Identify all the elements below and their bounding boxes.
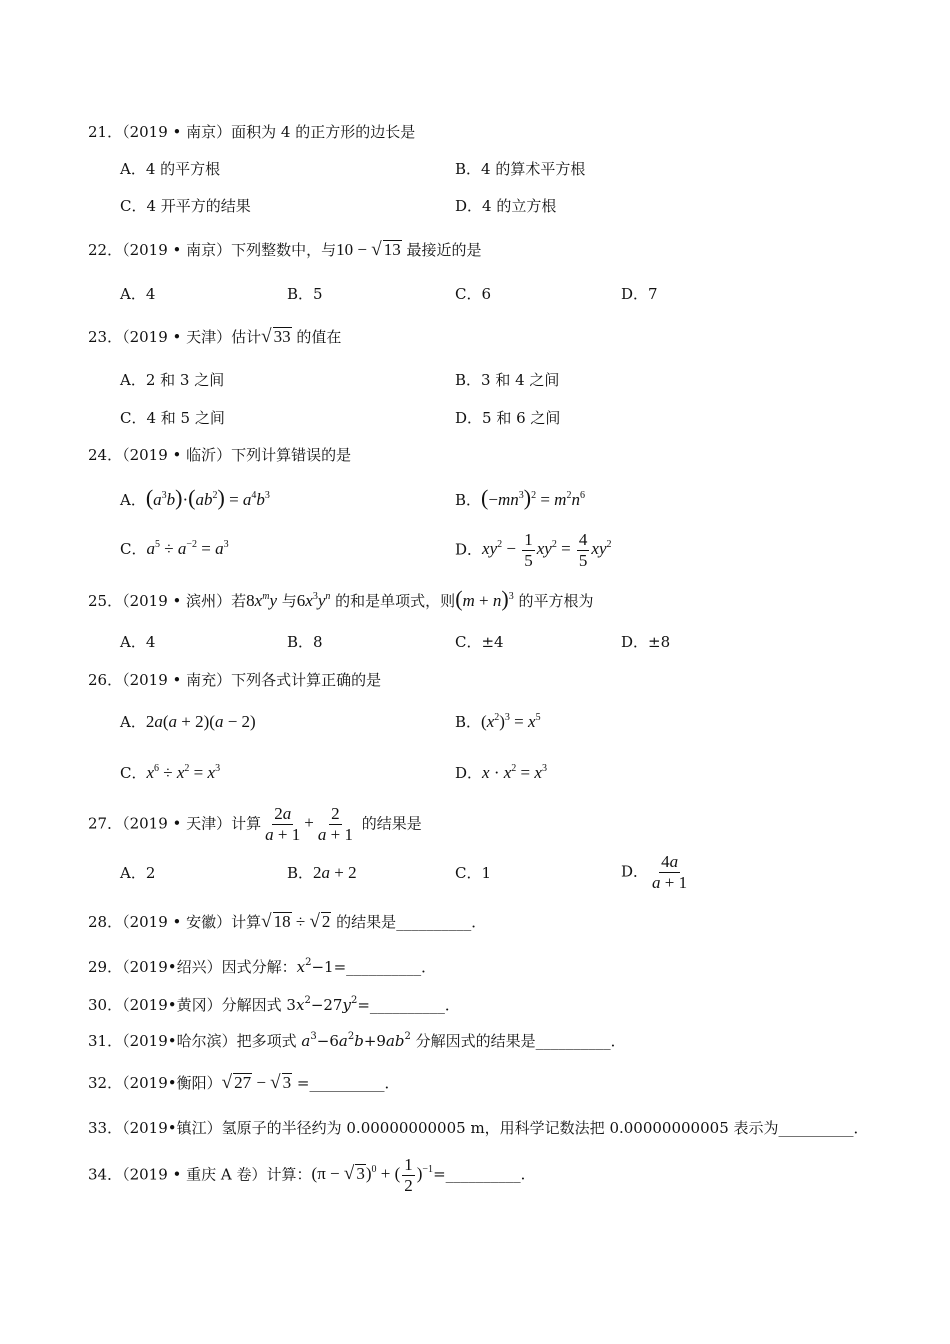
question-30 — [88, 995, 460, 1015]
question-text: 下列计算错误的是 — [231, 446, 352, 464]
option-c[interactable]: C．4 和 5 之间 — [120, 409, 225, 427]
formula-pi-minus-root3-plus-half-inverse: (π − √ 3)$^0$ + ( $\frac{1}{2}$ )$^{-1}$ — [311, 1155, 434, 1195]
formula-a3b-ab2: $(a^3b)\cdot(ab^2) = a^4b^3$ — [145, 485, 270, 510]
option-d[interactable] — [455, 763, 547, 783]
question-number: 23． — [88, 328, 123, 346]
formula-10-minus-root13: 10 − √ 13 — [336, 239, 401, 260]
question-31 — [88, 1031, 626, 1051]
question-text: 的值在 — [296, 328, 342, 346]
question-source: （2019 • 南京） — [122, 123, 232, 141]
question-text: 计算 — [231, 913, 262, 931]
question-text: 若 — [231, 592, 247, 610]
option-a[interactable]: A．2 和 3 之间 — [120, 371, 225, 389]
formula-x2-cubed: $(x^2)^3 = x^5$ — [481, 712, 541, 731]
option-label: D． — [455, 764, 483, 782]
question-text: 与 — [281, 592, 297, 610]
question-21 — [88, 122, 415, 142]
option-c[interactable]: C．6 — [455, 285, 492, 303]
option-label: B． — [455, 713, 482, 731]
formula-3x2-minus-27y2: $3x^2-27y^2$ — [286, 995, 358, 1014]
question-26 — [88, 670, 381, 690]
option-a[interactable] — [120, 485, 270, 510]
option-d[interactable]: D．4 的立方根 — [455, 197, 557, 215]
option-b[interactable]: B．5 — [287, 285, 323, 303]
question-source: （2019•黄冈） — [122, 996, 222, 1014]
option-label: A． — [120, 491, 146, 509]
question-text: 计算： — [266, 1165, 312, 1184]
question-source: （2019 • 南充） — [122, 671, 232, 689]
option-c[interactable] — [120, 539, 229, 559]
question-29 — [88, 957, 436, 977]
answer-blank[interactable]: =__________． — [333, 958, 437, 976]
answer-blank[interactable]: =__________． — [357, 996, 460, 1014]
option-label: D． — [455, 540, 483, 559]
question-number: 26． — [88, 671, 123, 689]
option-a[interactable]: A．4 — [120, 285, 156, 303]
question-number: 27． — [88, 814, 123, 833]
question-source: （2019 • 临沂） — [122, 446, 232, 464]
question-34 — [88, 1155, 536, 1196]
formula-a5-div-a-2: $a^5 \div a^{-2} = a^3$ — [146, 539, 229, 558]
question-number: 28． — [88, 913, 123, 931]
option-c[interactable]: C．1 — [455, 864, 492, 882]
question-22 — [88, 240, 482, 260]
question-source: （2019 • 重庆 A 卷） — [122, 1165, 267, 1184]
answer-blank[interactable]: __________． — [778, 1119, 869, 1137]
question-text: 的结果是 — [336, 913, 397, 931]
question-text: 氢原子的半径约为 0.00000000005 m，用科学记数法把 0.00000000005 表示为 — [221, 1119, 779, 1137]
question-number: 32． — [88, 1074, 123, 1092]
question-33 — [88, 1118, 869, 1138]
option-d[interactable]: D．7 — [621, 285, 658, 303]
question-28 — [88, 912, 486, 932]
question-27 — [88, 804, 422, 845]
question-text: 的和是单项式，则 — [335, 592, 456, 610]
question-source: （2019 • 安徽） — [122, 913, 232, 931]
question-24 — [88, 445, 351, 465]
question-source: （2019 • 天津） — [122, 328, 232, 346]
question-source: （2019•绍兴） — [122, 958, 222, 976]
question-number: 25． — [88, 592, 123, 610]
option-a[interactable] — [120, 712, 256, 732]
answer-blank[interactable]: __________． — [535, 1032, 626, 1050]
question-source: （2019 • 天津） — [122, 814, 232, 833]
question-text: 最接近的是 — [406, 241, 482, 259]
option-b[interactable] — [455, 485, 585, 510]
option-b[interactable] — [287, 863, 357, 883]
option-label: A． — [120, 713, 146, 731]
formula-6x3yn: $6x^3y^n$ — [296, 591, 331, 610]
formula-root27-minus-root3: √ 27 − √ 3 — [221, 1072, 292, 1093]
question-text: 分解因式 — [221, 996, 282, 1014]
option-a[interactable]: A．4 — [120, 633, 156, 651]
question-text: 的结果是 — [361, 814, 422, 833]
question-text: 下列整数中，与 — [231, 241, 337, 259]
question-text: 下列各式计算正确的是 — [231, 671, 382, 689]
question-23 — [88, 327, 341, 347]
option-d[interactable]: D．5 和 6 之间 — [455, 409, 561, 427]
option-d[interactable] — [455, 530, 612, 571]
question-source: （2019 • 南京） — [122, 241, 232, 259]
question-number: 34． — [88, 1165, 123, 1184]
formula-2a-over-a1-plus-2-over-a1: $\frac{2a}{a + 1}$ + $\frac{2}{a + 1}$ — [265, 804, 353, 844]
question-text: 估计 — [231, 328, 262, 346]
formula-m-plus-n-cubed: $(m + n)^3$ — [455, 586, 514, 611]
option-d[interactable]: D．±8 — [621, 633, 671, 651]
question-number: 24． — [88, 446, 123, 464]
option-label: C． — [120, 764, 147, 782]
question-number: 29． — [88, 958, 123, 976]
question-number: 21． — [88, 123, 123, 141]
formula-2a-plus-2: 2a + 2 — [313, 863, 357, 882]
formula-xy2-fractions: $xy^2$ − $\frac{1}{5}$ $xy^2$ = $\frac{4}{5}$ $xy^2$ — [482, 530, 612, 570]
formula-4a-over-a1: $\frac{4a}{a + 1}$ — [652, 852, 688, 892]
option-label: B． — [455, 491, 482, 509]
question-text: 分解因式的结果是 — [415, 1032, 536, 1050]
option-label: D． — [621, 862, 649, 881]
option-label: B． — [287, 864, 314, 882]
question-25 — [88, 586, 594, 611]
question-source: （2019•衡阳） — [122, 1074, 222, 1092]
answer-blank[interactable]: __________． — [396, 913, 487, 931]
option-a[interactable]: A．4 的平方根 — [120, 160, 221, 178]
question-text: 因式分解： — [221, 958, 297, 976]
answer-blank[interactable]: =__________． — [433, 1165, 536, 1184]
question-32 — [88, 1073, 399, 1093]
question-source: （2019 • 滨州） — [122, 592, 232, 610]
option-label: C． — [120, 540, 147, 558]
option-a[interactable]: A．2 — [120, 864, 156, 882]
formula-x6-div-x2: $x^6 \div x^2 = x^3$ — [146, 763, 221, 782]
formula-a3-6a2b-9ab2: $a^3-6a^2b+9ab^2$ — [301, 1031, 411, 1050]
formula-root18-div-root2: √ 18 ÷ √ 2 — [261, 911, 331, 932]
question-number: 31． — [88, 1032, 123, 1050]
question-text: 的平方根为 — [518, 592, 594, 610]
option-b[interactable] — [455, 712, 541, 732]
question-number: 33． — [88, 1119, 123, 1137]
option-c[interactable] — [120, 763, 220, 783]
option-c[interactable]: C．4 开平方的结果 — [120, 197, 251, 215]
formula-x-times-x2: $x \cdot x^2 = x^3$ — [482, 763, 547, 782]
question-text: 把多项式 — [236, 1032, 297, 1050]
formula-root33: √ 33 — [261, 326, 291, 347]
option-b[interactable]: B．4 的算术平方根 — [455, 160, 586, 178]
question-text: 计算 — [231, 814, 262, 833]
option-c[interactable]: C．±4 — [455, 633, 504, 651]
question-source: （2019•镇江） — [122, 1119, 222, 1137]
formula-x2-minus-1: $x^2-1$ — [296, 957, 334, 976]
option-d[interactable] — [621, 852, 691, 893]
answer-blank[interactable]: =__________． — [296, 1074, 400, 1092]
formula-2a-a2-a-2: 2a(a + 2)(a − 2) — [145, 712, 256, 731]
question-number: 22． — [88, 241, 123, 259]
question-text: 面积为 4 的正方形的边长是 — [231, 123, 416, 141]
option-b[interactable]: B．3 和 4 之间 — [455, 371, 560, 389]
formula-8xmy: $8x^my$ — [246, 591, 277, 610]
question-number: 30． — [88, 996, 123, 1014]
question-source: （2019•哈尔滨） — [122, 1032, 237, 1050]
formula-mn3-squared: $(-mn^3)^2 = m^2n^6$ — [481, 485, 585, 510]
option-b[interactable]: B．8 — [287, 633, 323, 651]
